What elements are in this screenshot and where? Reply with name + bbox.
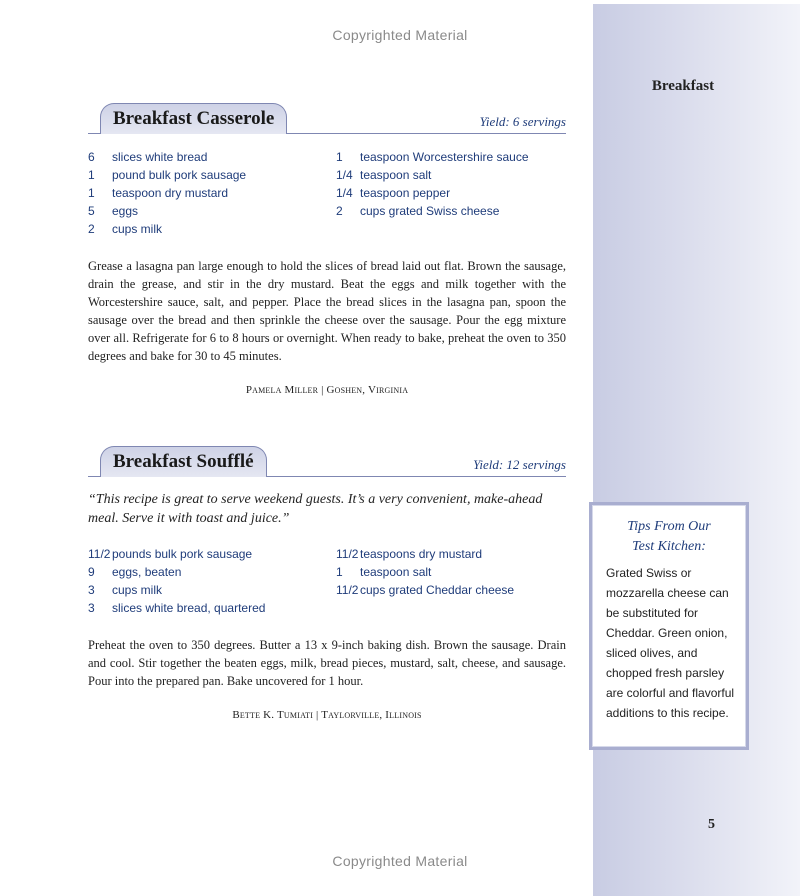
ingredient-item: [336, 581, 514, 599]
ingredient-item: [336, 563, 514, 581]
ingredient-item: [336, 148, 529, 166]
copyright-footer: Copyrighted Material: [332, 853, 468, 869]
ingredient-item: [88, 202, 246, 220]
tips-body: Grated Swiss or mozzarella cheese can be substituted for Cheddar. Green onion, sliced olives, and chopped fresh parsley are colorful and flavorful additions to this recipe.: [606, 566, 735, 720]
ingredient-qty: 2: [336, 204, 343, 218]
ingredient-name: teaspoon Worcestershire sauce: [360, 150, 529, 164]
ingredient-item: [336, 202, 529, 220]
copyright-header: Copyrighted Material: [332, 27, 468, 43]
ingredient-qty: 5: [88, 204, 95, 218]
ingredient-item: [88, 148, 246, 166]
recipe-directions: Grease a lasagna pan large enough to hold the slices of bread laid out flat. Brown the sausage, drain the grease, and stir in the dry mustard. Beat the eggs and milk together with the Worcestershire sauce, salt, and pepper. Place the bread slices in the lasagna pan, spoon the sausage over the bread and then sprinkle the cheese over the sausage. Pour the egg mixture over all. Refrigerate for 6 to 8 hours or overnight. When ready to bake, preheat the oven to 350 degrees and bake for 30 to 45 minutes.: [88, 259, 566, 363]
ingredient-item: [88, 581, 265, 599]
recipe-yield: Yield: 12 servings: [473, 457, 566, 472]
ingredient-qty: 11/2: [336, 547, 359, 561]
sidebar-strip: [593, 4, 800, 896]
ingredient-qty: 1: [88, 186, 95, 200]
ingredient-name: slices white bread, quartered: [112, 601, 266, 615]
ingredient-list-right: [336, 545, 514, 599]
ingredient-qty: 6: [88, 150, 95, 164]
ingredient-qty: 1/4: [336, 168, 353, 182]
recipe-attribution: Bette K. Tumiati | Taylorville, Illinois: [232, 709, 422, 721]
ingredient-name: cups grated Swiss cheese: [360, 204, 500, 218]
recipe-yield: Yield: 6 servings: [479, 114, 566, 129]
ingredient-qty: 3: [88, 601, 95, 615]
ingredient-name: cups milk: [112, 222, 163, 236]
ingredient-item: [88, 166, 246, 184]
recipe-title: Breakfast Casserole: [100, 103, 287, 134]
ingredient-qty: 3: [88, 583, 95, 597]
ingredient-qty: 1: [336, 565, 343, 579]
ingredient-qty: 11/2: [88, 547, 111, 561]
ingredient-qty: 2: [88, 222, 95, 236]
ingredient-name: slices white bread: [112, 150, 208, 164]
ingredient-qty: 11/2: [336, 583, 359, 597]
ingredient-item: [88, 563, 265, 581]
ingredient-item: [336, 545, 514, 563]
ingredient-name: eggs, beaten: [112, 565, 182, 579]
recipe-header-casserole: [88, 100, 566, 134]
recipe-quote: “This recipe is great to serve weekend guests. It’s a very convenient, make-ahead meal. Serve it with toast and juice.”: [88, 492, 543, 526]
page-number: 5: [708, 817, 715, 832]
ingredient-name: teaspoon pepper: [360, 186, 451, 200]
tips-title-line: Test Kitchen:: [632, 539, 706, 554]
ingredient-list-left: [88, 148, 246, 238]
recipe-header-souffle: [88, 443, 566, 477]
ingredient-name: eggs: [112, 204, 139, 218]
ingredient-item: [336, 184, 529, 202]
ingredient-name: cups grated Cheddar cheese: [360, 583, 515, 597]
tips-title-line: Tips From Our: [627, 519, 711, 534]
section-label: Breakfast: [651, 78, 715, 94]
ingredient-qty: 1: [336, 150, 343, 164]
ingredient-name: teaspoon salt: [360, 168, 432, 182]
ingredient-item: [336, 166, 529, 184]
ingredient-qty: 9: [88, 565, 95, 579]
ingredient-name: teaspoon dry mustard: [112, 186, 229, 200]
ingredient-list-left: [88, 545, 265, 617]
recipe-directions: Preheat the oven to 350 degrees. Butter a 13 x 9-inch baking dish. Brown the sausage. Drain and cool. Stir together the beaten eggs, milk, bread pieces, mustard, salt, cheese, and sausage. Pour into the prepared pan. Bake uncovered for 1 hour.: [88, 638, 566, 688]
recipe-attribution: Pamela Miller | Goshen, Virginia: [245, 384, 409, 396]
ingredient-name: pounds bulk pork sausage: [112, 547, 253, 561]
ingredient-qty: 1: [88, 168, 95, 182]
ingredient-name: cups milk: [112, 583, 163, 597]
ingredient-item: [88, 545, 265, 563]
ingredient-item: [88, 599, 265, 617]
recipe-title: Breakfast Soufflé: [100, 446, 267, 477]
tips-title: [596, 517, 742, 557]
ingredient-item: [88, 184, 246, 202]
tips-box: [589, 502, 749, 750]
ingredient-name: teaspoon salt: [360, 565, 432, 579]
ingredient-list-right: [336, 148, 529, 220]
ingredient-item: [88, 220, 246, 238]
ingredient-name: pound bulk pork sausage: [112, 168, 247, 182]
ingredient-qty: 1/4: [336, 186, 353, 200]
ingredient-name: teaspoons dry mustard: [360, 547, 483, 561]
